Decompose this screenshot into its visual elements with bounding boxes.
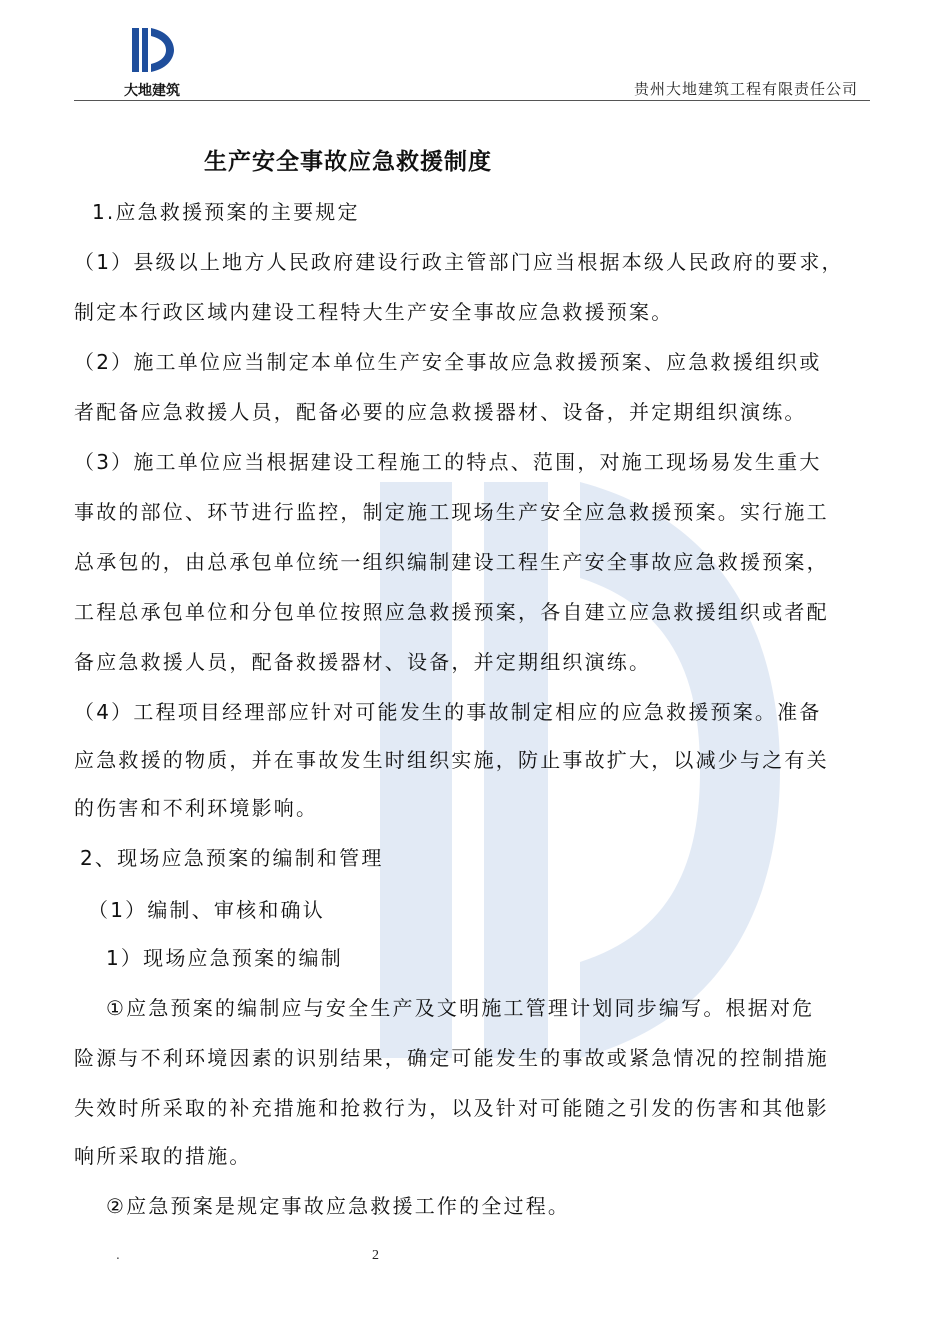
body-line: ②应急预案是规定事故应急救援工作的全过程。	[106, 1194, 571, 1218]
body-line: 1.应急救援预案的主要规定	[92, 200, 360, 224]
body-line: 失效时所采取的补充措施和抢救行为，以及针对可能随之引发的伤害和其他影	[74, 1096, 829, 1120]
body-line: 制定本行政区域内建设工程特大生产安全事故应急救援预案。	[74, 300, 674, 324]
body-line: （4）工程项目经理部应针对可能发生的事故制定相应的应急救援预案。准备	[74, 700, 822, 724]
logo-mark-icon	[126, 22, 178, 78]
body-line: 险源与不利环境因素的识别结果，确定可能发生的事故或紧急情况的控制措施	[74, 1046, 829, 1070]
body-line: （1）县级以上地方人民政府建设行政主管部门应当根据本级人民政府的要求，	[74, 250, 844, 274]
body-line: ①应急预案的编制应与安全生产及文明施工管理计划同步编写。根据对危	[106, 996, 815, 1020]
body-line: 的伤害和不利环境影响。	[74, 796, 319, 820]
body-line: 总承包的，由总承包单位统一组织编制建设工程生产安全事故应急救援预案，	[74, 550, 829, 574]
document-title: 生产安全事故应急救援制度	[204, 149, 492, 175]
footer-dot: .	[116, 1248, 120, 1262]
body-line: 响所采取的措施。	[74, 1144, 252, 1168]
company-logo	[112, 22, 192, 102]
body-line: 者配备应急救援人员，配备必要的应急救援器材、设备，并定期组织演练。	[74, 400, 807, 424]
company-name: 贵州大地建筑工程有限责任公司	[633, 80, 858, 98]
body-line: 事故的部位、环节进行监控，制定施工现场生产安全应急救援预案。实行施工	[74, 500, 829, 524]
body-line: 备应急救援人员，配备救援器材、设备，并定期组织演练。	[74, 650, 652, 674]
subsection-heading: （1）编制、审核和确认	[88, 898, 325, 922]
page-number: 2	[372, 1248, 379, 1263]
body-line: 应急救援的物质，并在事故发生时组织实施，防止事故扩大，以减少与之有关	[74, 748, 829, 772]
body-line: （3）施工单位应当根据建设工程施工的特点、范围，对施工现场易发生重大	[74, 450, 822, 474]
header-divider	[74, 100, 870, 101]
section-heading: 2、现场应急预案的编制和管理	[80, 846, 384, 870]
subsection-heading: 1）现场应急预案的编制	[106, 946, 343, 970]
body-line: （2）施工单位应当制定本单位生产安全事故应急救援预案、应急救援组织或	[74, 350, 822, 374]
logo-text: 大地建筑	[124, 83, 180, 99]
body-line: 工程总承包单位和分包单位按照应急救援预案，各自建立应急救援组织或者配	[74, 600, 829, 624]
